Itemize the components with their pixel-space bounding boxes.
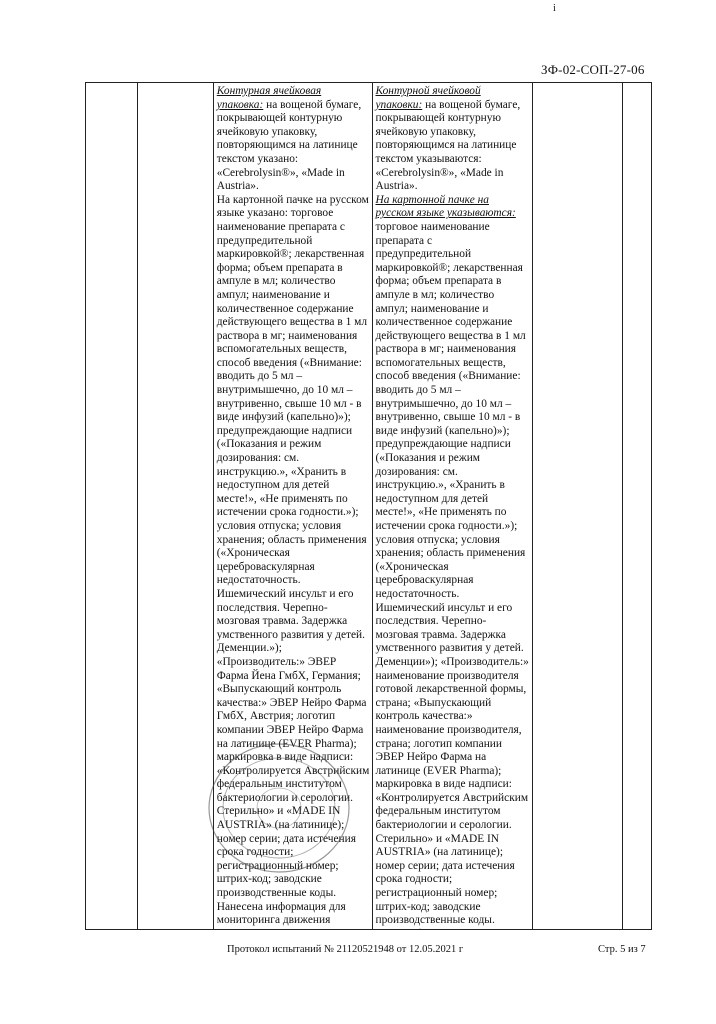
requirement-description <box>375 85 529 930</box>
table-column-actual <box>214 83 374 930</box>
corner-mark: i <box>553 3 556 14</box>
actual-description <box>217 85 370 930</box>
actual-lead: Контурная ячейковая упаковка: <box>216 85 322 111</box>
document-code: ЗФ-02-СОП-27-06 <box>541 62 645 77</box>
table-column-1 <box>86 83 138 930</box>
requirement-text-1: на вощеной бумаге, покрывающей контурную ячейковую упаковку, повторяющимся на латинице текстом указываются: «Cerebrolysin®», «Made in Austria». <box>375 98 521 193</box>
table-column-5 <box>533 83 623 930</box>
table-column-requirement <box>373 83 533 930</box>
requirement-lead-2: На картонной пачке на русском языке указываются: <box>375 193 516 220</box>
requirement-lead-1: Контурной ячейковой упаковки: <box>375 85 481 111</box>
table-column-6 <box>623 83 652 930</box>
footer-protocol: Протокол испытаний № 21120521948 от 12.05.2021 г <box>227 944 464 955</box>
table-column-2 <box>138 83 214 930</box>
page-number: Стр. 5 из 7 <box>598 944 646 955</box>
results-table <box>85 82 652 930</box>
requirement-text-2: торговое наименование препарата с предупредительной маркировкой®; лекарственная форма; объем препарата в ампуле в мл; количество ампул; наименование и количественное содержание действующего вещества в 1 мл раствора в мг; наименования вспомогательных веществ, способ введения («Внимание: вводить до 5 мл – внутримышечно, до 10 мл – внутривенно, свыше 10 мл - в виде инфузий (капельно)»); предупреждающие надписи («Показания и режим дозирования: см. инструкцию.», «Хранить в недоступном для детей месте!», «Не применять по истечении срока годности.»); условия отпуска; условия хранения; область применения («Хроническая цереброваскулярная недостаточность. Ишемический инсульт и его последствия. Черепно-мозговая травма. Задержка умственного развития у детей. Деменции»); «Производитель:» наименование производителя готовой лекарственной формы, страна; «Выпускающий контроль качества:» наименование производителя, страна; логотип компании ЭВЕР Нейро Фарма на латинице (EVER Pharma); маркировка в виде надписи: «Контролируется Австрийским федеральным институтом бактериологии и серологии. Стерильно» и «MADE IN AUSTRIA» (на латинице); номер серии; дата истечения срока годности; регистрационный номер; штрих-код; заводские производственные коды. <box>375 220 529 927</box>
actual-text: на вощеной бумаге, покрывающей контурную ячейковую упаковку, повторяющимся на латинице текстом указано: «Cerebrolysin®», «Made in Austria». На картонной пачке на русском языке указано: торговое наименование препарата с предупредительной маркировкой®; лекарственная форма; объем препарата в ампуле в мл; количество ампул; наименование и количественное содержание действующего вещества в 1 мл раствора в мг; наименования вспомогательных веществ, способ введения («Внимание: вводить до 5 мл – внутримышечно, до 10 мл – внутривенно, свыше 10 мл - в виде инфузий (капельно)»); предупреждающие надписи («Показания и режим дозирования: см. инструкцию.», «Хранить в недоступном для детей месте!», «Не применять по истечении срока годности.»); условия отпуска; условия хранения; область применения («Хроническая цереброваскулярная недостаточность. Ишемический инсульт и его последствия. Черепно-мозговая травма. Задержка умственного развития у детей. Деменции.»); «Производитель:» ЭВЕР Фарма Йена ГмбХ, Германия; «Выпускающий контроль качества:» ЭВЕР Нейро Фарма ГмбХ, Австрия; логотип компании ЭВЕР Нейро Фарма на латинице (EVER Pharma); маркировка в виде надписи: «Контролируется Австрийским федеральным институтом бактериологии и серологии. Стерильно» и «MADE IN AUSTRIA» (на латинице); номер серии; дата истечения срока годности; регистрационный номер; штрих-код; заводские производственные коды. Нанесена информация для мониторинга движения <box>216 98 370 927</box>
